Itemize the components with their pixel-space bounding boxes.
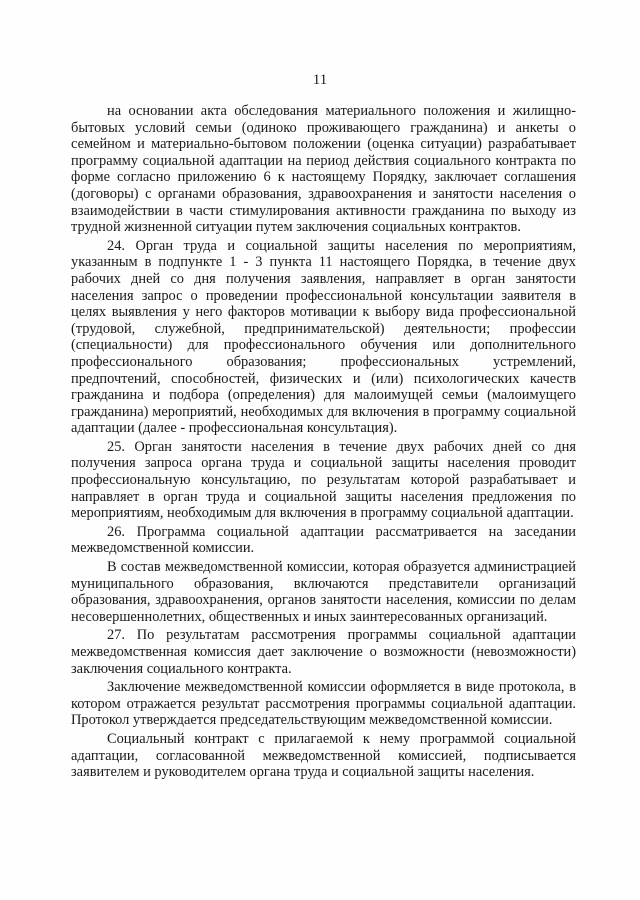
paragraph-social-contract: Социальный контракт с прилагаемой к нему программой социальной адаптации, согласованной межведомственной комиссией, подписывается заявителем и руководителем органа труда и социальной защиты населения.	[71, 730, 576, 781]
document-body	[71, 103, 576, 783]
paragraph-item-26: 26. Программа социальной адаптации рассматривается на заседании межведомственной комиссии.	[71, 523, 576, 557]
paragraph-continuation: на основании акта обследования материального положения и жилищно-бытовых условий семьи (одиноко проживающего гражданина) и анкеты о семейном и материально-бытовом положении (оценка ситуации) разрабатывает программу социальной адаптации на период действия социального контракта по форме согласно приложению 6 к настоящему Порядку, заключает соглашения (договоры) с органами образования, здравоохранения и занятости населения о взаимодействии в части стимулирования активности гражданина по выходу из трудной жизненной ситуации путем заключения социальных контрактов.	[71, 103, 576, 236]
paragraph-commission-protocol: Заключение межведомственной комиссии оформляется в виде протокола, в котором отражается результат рассмотрения программы социальной адаптации. Протокол утверждается председательствующим межведомственной комиссии.	[71, 679, 576, 729]
paragraph-item-24: 24. Орган труда и социальной защиты населения по мероприятиям, указанным в подпункте 1 - 3 пункта 11 настоящего Порядка, в течение двух рабочих дней со дня получения заявления, направляет в орган занятости населения запрос о проведении профессиональной консультации заявителя в целях выявления у него факторов мотивации к выбору вида профессиональной (трудовой, служебной, предпринимательской) деятельности; профессии (специальности) для профессионального обучения или дополнительного профессионального образования; профессиональных устремлений, предпочтений, способностей, физических и (или) психологических качеств гражданина и подбора (определения) для малоимущей семьи (малоимущего гражданина) мероприятий, необходимых для включения в программу социальной адаптации (далее - профессиональная консультация).	[71, 237, 576, 437]
paragraph-commission-composition: В состав межведомственной комиссии, которая образуется администрацией муниципального образования, включаются представители организаций образования, здравоохранения, органов занятости населения, комиссии по делам несовершеннолетних, общественных и иных заинтересованных организаций.	[71, 559, 576, 625]
paragraph-item-27: 27. По результатам рассмотрения программы социальной адаптации межведомственная комиссия дает заключение о возможности (невозможности) заключения социального контракта.	[71, 627, 576, 677]
page-number: 11	[312, 72, 328, 88]
paragraph-item-25: 25. Орган занятости населения в течение двух рабочих дней со дня получения запроса органа труда и социальной защиты населения проводит профессиональную консультацию, по результатам которой разрабатывает и направляет в орган труда и социальной защиты населения предложения по мероприятиям, необходимым для включения в программу социальной адаптации.	[71, 438, 576, 522]
